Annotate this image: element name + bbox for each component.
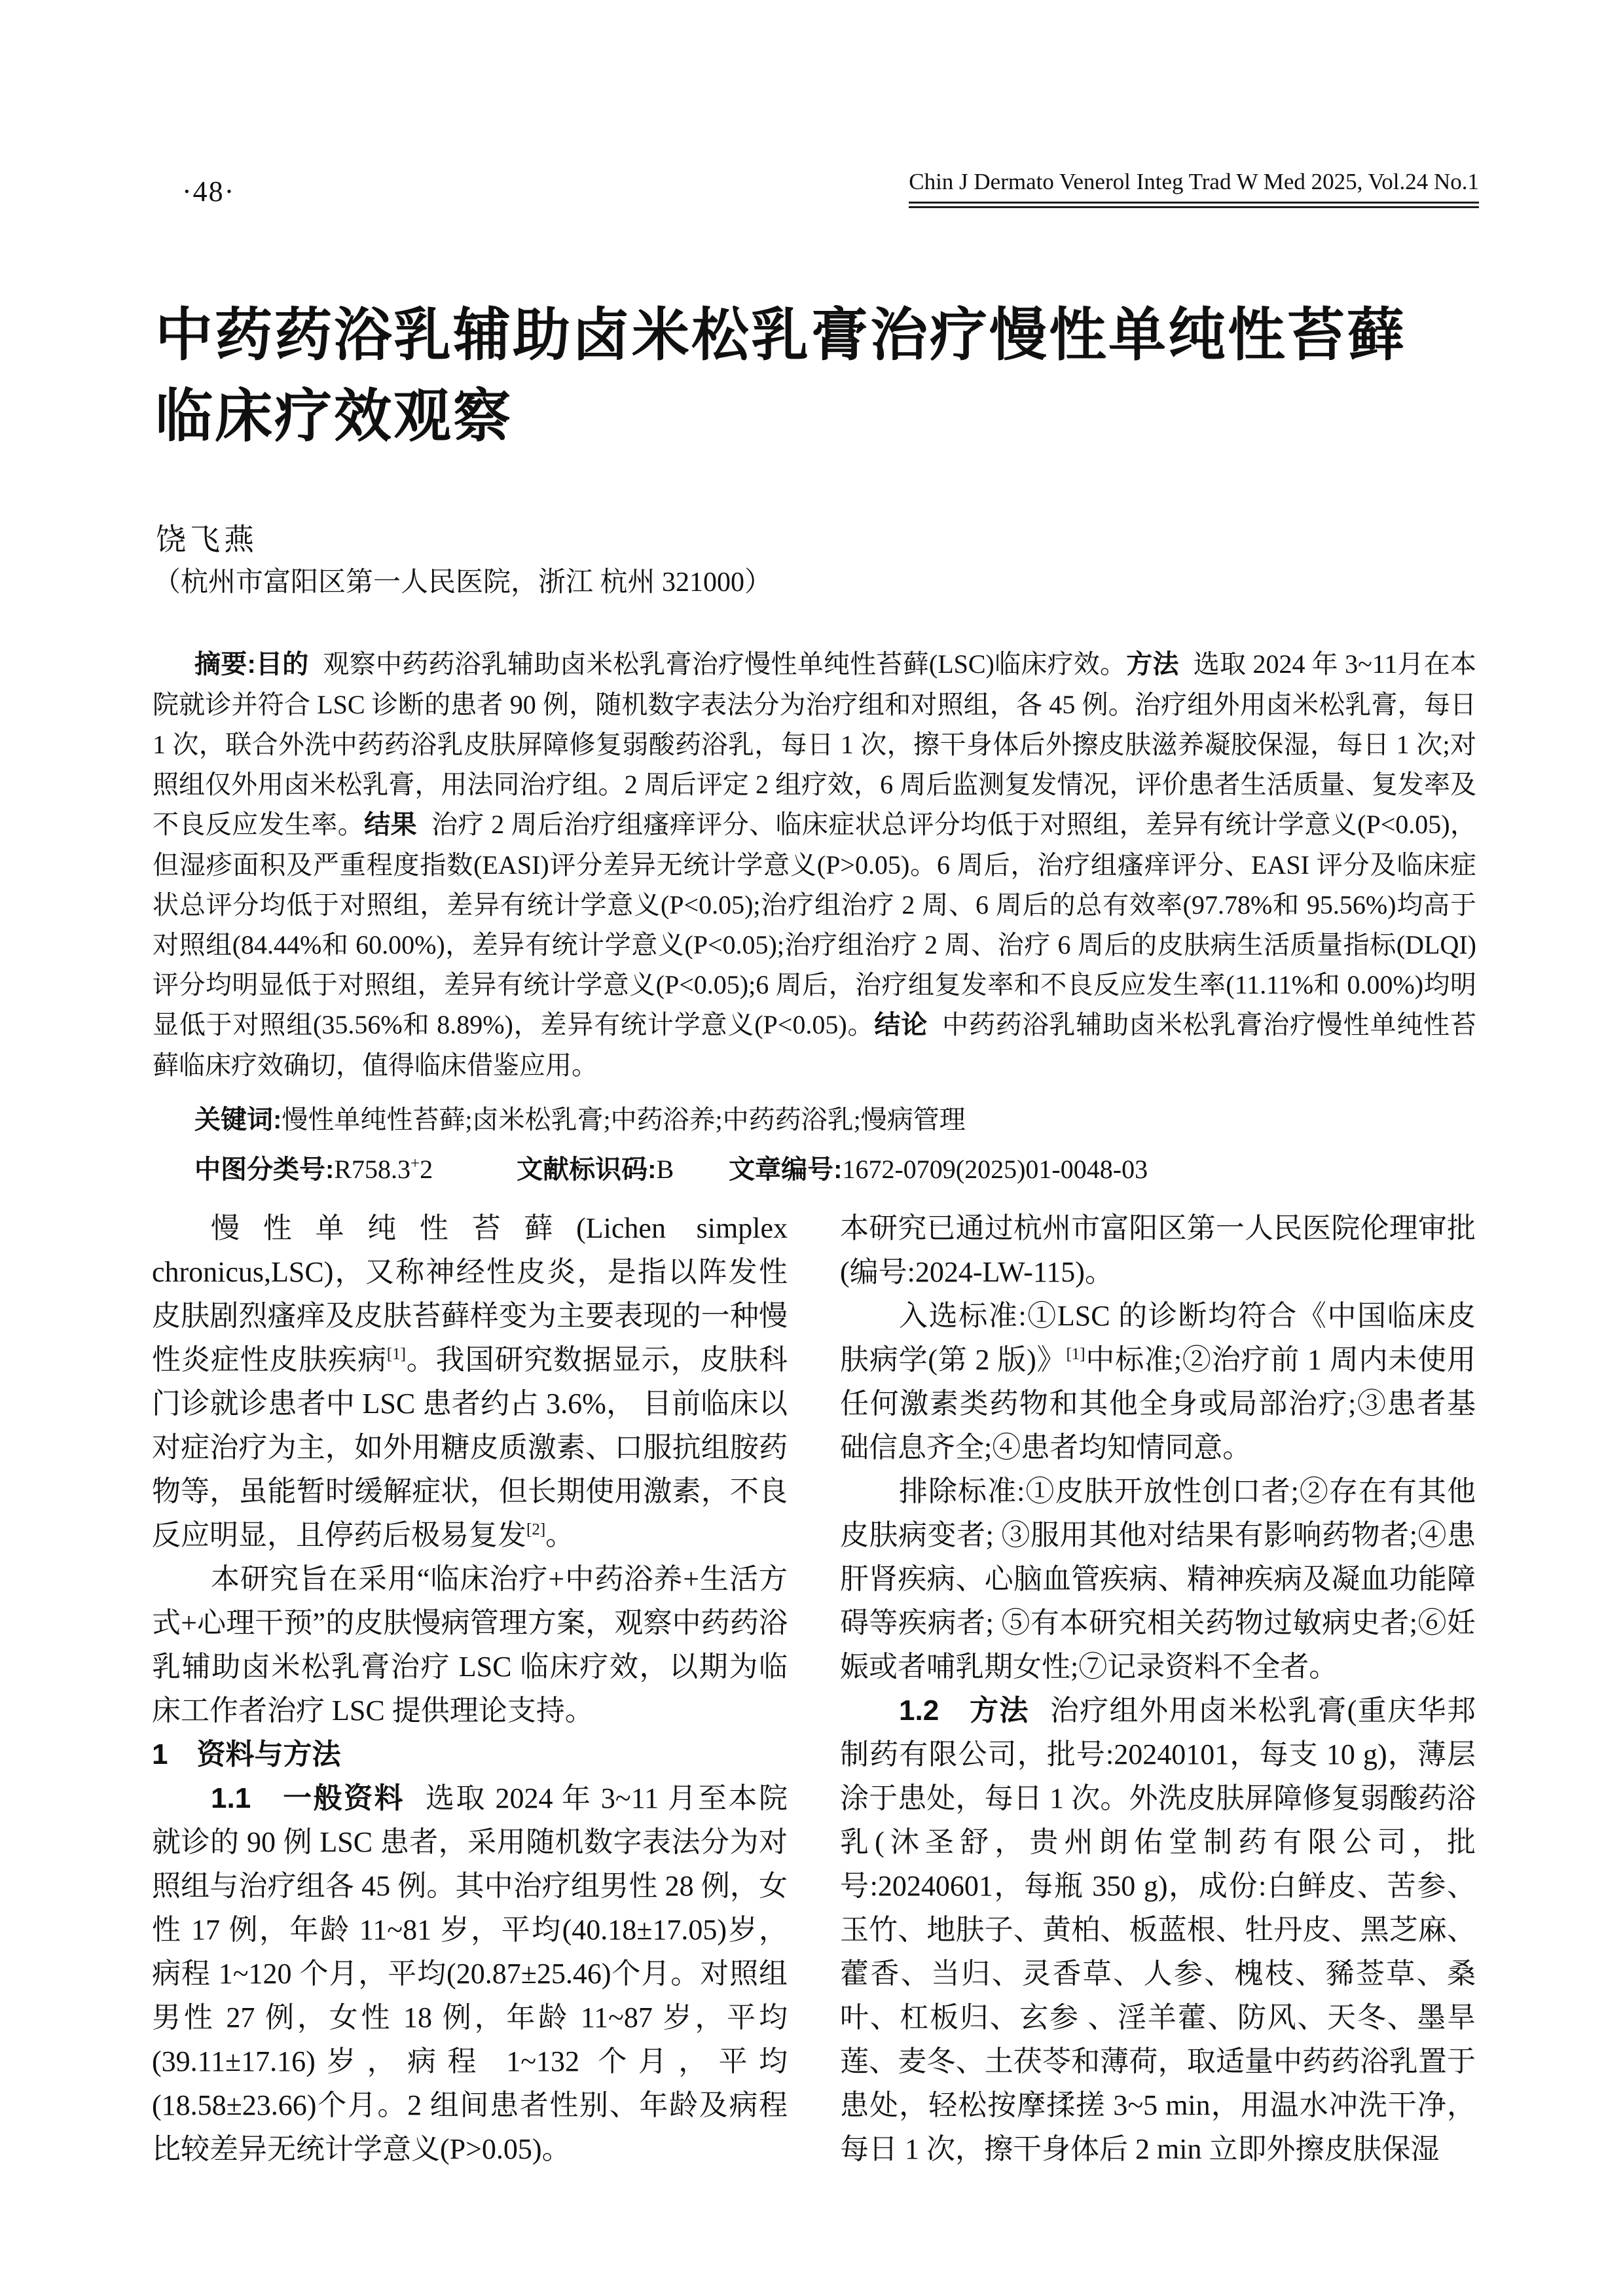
methods-paragraph-text: 治疗组外用卤米松乳膏(重庆华邦制药有限公司，批号:20240101，每支 10 g)，薄层涂于患处，每日 1 次。外洗皮肤屏障修复弱酸药浴乳(沐圣舒，贵州朗佑堂制药有限公司，批号:20240601，每瓶 350 g)，成份:白鲜皮、苦参、玉竹、地肤子、黄柏、板蓝根、牡丹皮、黑芝麻、藿香、当归、灵香草、人参、槐枝、豨莶草、桑叶、杠板归、玄参 、淫羊藿、防风、天冬、墨旱莲、麦冬、土茯苓和薄荷，取适量中药药浴乳置于患处，轻松按摩揉搓 3~5 min，用温水冲洗干净，每日 1 次，擦干身体后 2 min 立即外擦皮肤保湿 xyxy=(840,1695,1476,2165)
author-name: 饶飞燕 xyxy=(156,523,258,556)
intro-text-1: 慢性单纯性苔藓(Lichen simplex chronicus,LSC)，又称神经性皮炎，是指以阵发性皮肤剧烈瘙痒及皮肤苔藓样变为主要表现的一种慢性炎症性皮肤疾病 xyxy=(152,1212,788,1376)
abstract-objective-label: 摘要:目的 xyxy=(194,650,309,679)
meta-line xyxy=(153,1149,1476,1190)
affiliation: （杭州市富阳区第一人民医院，浙江 杭州 321000） xyxy=(153,567,773,598)
abstract-conclusion-label: 结论 xyxy=(874,1011,928,1039)
study-aim-paragraph: 本研究旨在采用“临床治疗+中药浴养+生活方式+心理干预”的皮肤慢病管理方案，观察中药药浴乳辅助卤米松乳膏治疗 LSC 临床疗效，以期为临床工作者治疗 LSC 提供理论支持。 xyxy=(152,1563,788,1727)
right-column xyxy=(840,1206,1476,2171)
ref-1-superscript: [1] xyxy=(386,1345,406,1363)
intro-paragraph xyxy=(152,1206,788,1557)
keywords-line xyxy=(153,1100,1476,1140)
clc-tail: 2 xyxy=(420,1155,433,1184)
clc-superscript: + xyxy=(410,1155,420,1173)
article-title xyxy=(155,296,1484,458)
clc-label: 中图分类号: xyxy=(194,1155,335,1184)
article-id-label: 文章编号: xyxy=(729,1155,843,1184)
abstract-paragraph xyxy=(153,644,1476,1085)
abstract-objective-text: 观察中药药浴乳辅助卤米松乳膏治疗慢性单纯性苔藓(LSC)临床疗效。 xyxy=(323,649,1127,679)
section-heading-materials-methods: 1 资料与方法 xyxy=(152,1738,341,1770)
methods-paragraph xyxy=(840,1689,1476,2171)
intro-text-3: 。 xyxy=(545,1519,575,1551)
article-title-line-2: 临床疗效观察 xyxy=(155,386,513,449)
left-column xyxy=(152,1206,788,2171)
methods-heading: 1.2 方法 xyxy=(899,1695,1029,1727)
inclusion-criteria-paragraph xyxy=(840,1294,1476,1469)
abstract-methods-text: 选取 2024 年 3~11月在本院就诊并符合 LSC 诊断的患者 90 例，随机数字表法分为治疗组和对照组，各 45 例。治疗组外用卤米松乳膏，每日 1 次，联合外洗中药药浴乳皮肤屏障修复弱酸药浴乳，每日 1 次，擦干身体后外擦皮肤滋养凝胶保湿，每日 1 次;对照组仅外用卤米松乳膏，用法同治疗组。2 周后评定 2 组疗效，6 周后监测复发情况，评价患者生活质量、复发率及不良反应发生率。 xyxy=(153,649,1477,839)
inclusion-text-1: 入选标准:①LSC 的诊断均符合《中国临床皮肤病学(第 2 版)》 xyxy=(840,1300,1476,1376)
body-columns xyxy=(152,1206,1476,2171)
front-matter xyxy=(153,644,1476,1190)
page-number: ·48· xyxy=(182,175,236,207)
general-data-paragraph xyxy=(152,1776,788,2171)
abstract-methods-label: 方法 xyxy=(1126,650,1179,679)
article-title-line-1: 中药药浴乳辅助卤米松乳膏治疗慢性单纯性苔藓 xyxy=(155,304,1407,368)
ref-2-superscript: [2] xyxy=(526,1520,546,1539)
abstract-results-text: 治疗 2 周后治疗组瘙痒评分、临床症状总评分均低于对照组，差异有统计学意义(P<0.05)，但湿疹面积及严重程度指数(EASI)评分差异无统计学意义(P>0.05)。6 周后，治疗组瘙痒评分、EASI 评分及临床症状总评分均低于对照组，差异有统计学意义(P<0.05);治疗组治疗 2 周、6 周后的总有效率(97.78%和 95.56%)均高于对照组(84.44%和 60.00%)，差异有统计学意义(P<0.05);治疗组治疗 2 周、治疗 6 周后的皮肤病生活质量指标(DLQI)评分均明显低于对照组，差异有统计学意义(P<0.05);6 周后，治疗组复发率和不良反应发生率(11.11%和 0.00%)均明显低于对照组(35.56%和 8.89%)，差异有统计学意义(P<0.05)。 xyxy=(153,810,1477,1039)
general-data-text: 选取 2024 年 3~11 月至本院就诊的 90 例 LSC 患者，采用随机数字表法分为对照组与治疗组各 45 例。其中治疗组男性 28 例，女性 17 例，年龄 11~81 岁，平均(40.18±17.05)岁，病程 1~120 个月，平均(20.87±25.46)个月。对照组男性 27 例，女性 18 例，年龄 11~87 岁，平均(39.11±17.16)岁，病程 1~132 个月，平均(18.58±23.66)个月。2 组间患者性别、年龄及病程比较差异无统计学意义(P>0.05)。 xyxy=(152,1782,788,2165)
abstract-results-label: 结果 xyxy=(364,810,417,839)
ethics-paragraph: 本研究已通过杭州市富阳区第一人民医院伦理审批(编号:2024-LW-115)。 xyxy=(840,1212,1476,1288)
ref-1-superscript-right: [1] xyxy=(1066,1345,1085,1363)
exclusion-criteria-paragraph: 排除标准:①皮肤开放性创口者;②存在有其他皮肤病变者; ③服用其他对结果有影响药物者;④患肝肾疾病、心脑血管疾病、精神疾病及凝血功能障碍等疾病者; ⑤有本研究相关药物过敏病史者;⑥妊娠或者哺乳期女性;⑦记录资料不全者。 xyxy=(840,1475,1476,1683)
keywords-text: 慢性单纯性苔藓;卤米松乳膏;中药浴养;中药药浴乳;慢病管理 xyxy=(282,1105,966,1134)
intro-text-2: 。我国研究数据显示，皮肤科门诊就诊患者中 LSC 患者约占 3.6%， 目前临床以对症治疗为主，如外用糖皮质激素、口服抗组胺药物等，虽能暂时缓解症状，但长期使用激素，不良反应明显，且停药后极易复发 xyxy=(152,1344,788,1551)
keywords-label: 关键词: xyxy=(194,1105,282,1134)
clc-value: R758.3 xyxy=(334,1155,411,1184)
doc-code-label: 文献标识码: xyxy=(517,1155,657,1184)
general-data-heading: 1.1 一般资料 xyxy=(211,1782,405,1814)
abstract-conclusion-text: 中药药浴乳辅助卤米松乳膏治疗慢性单纯性苔藓临床疗效确切，值得临床借鉴应用。 xyxy=(153,1010,1477,1080)
article-id-value: 1672-0709(2025)01-0048-03 xyxy=(842,1155,1148,1184)
inclusion-text-2: 中标准;②治疗前 1 周内未使用任何激素类药物和其他全身或局部治疗;③患者基础信息齐全;④患者均知情同意。 xyxy=(840,1344,1476,1463)
running-header xyxy=(182,169,1479,208)
doc-code-value: B xyxy=(656,1155,674,1184)
journal-citation: Chin J Dermato Venerol Integ Trad W Med 2025, Vol.24 No.1 xyxy=(909,169,1479,208)
